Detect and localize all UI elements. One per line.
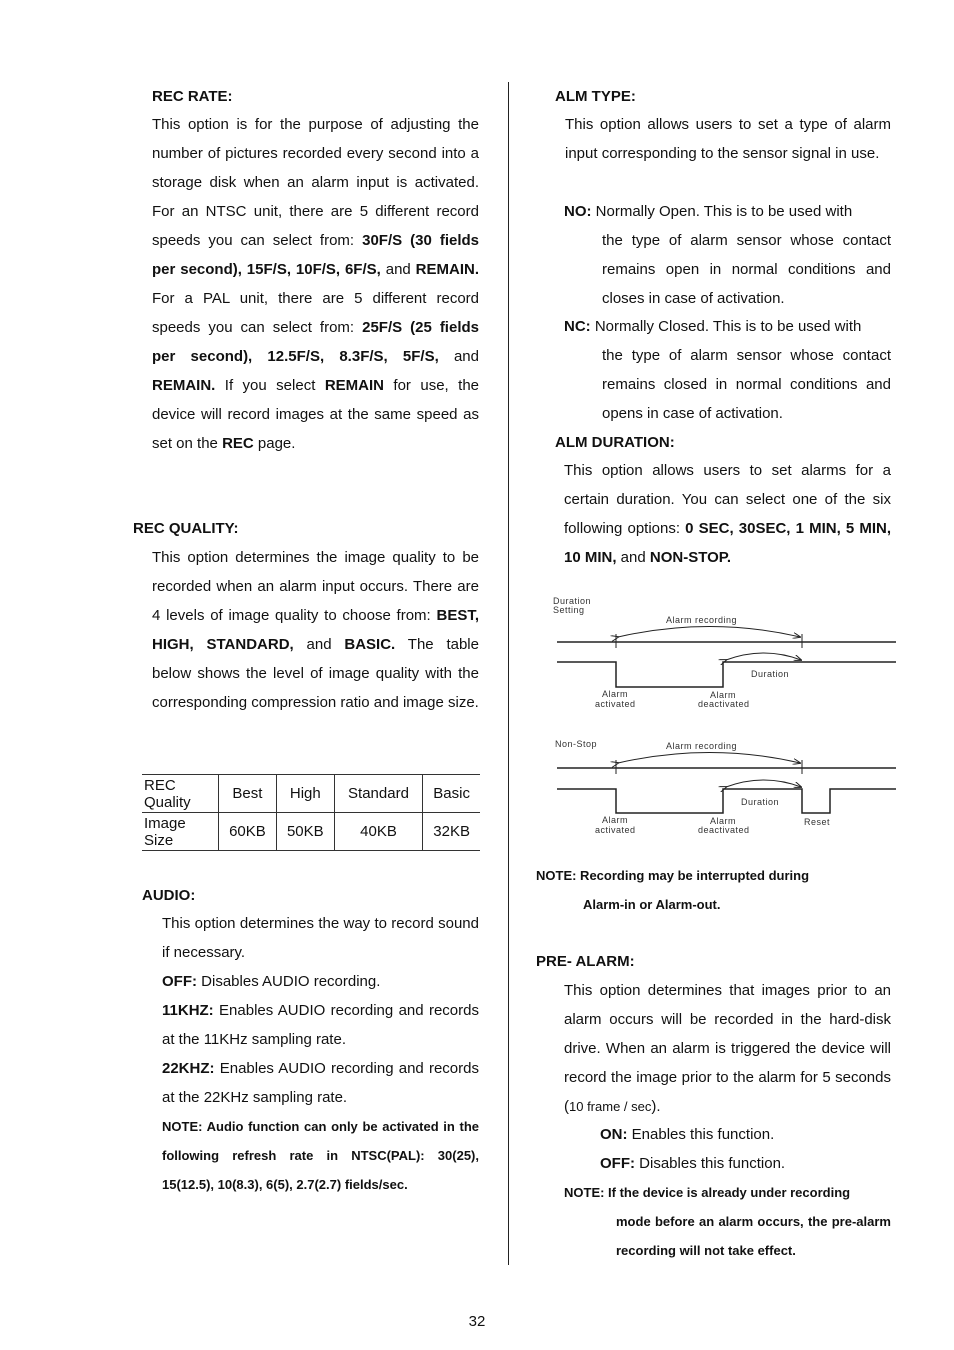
alm-duration-heading: ALM DURATION: [555, 434, 675, 451]
pre-alarm-note-first: NOTE: If the device is already under recording [564, 1185, 851, 1200]
audio-note: NOTE: Audio function can only be activated in the following refresh rate in NTSC(PAL): 30(25), 15(12.5), 10(8.3), 6(5), 2.7(2.7) fields/sec. [162, 1119, 479, 1192]
audio-paragraph: This option determines the way to record sound if necessary. [162, 915, 479, 961]
alm-type-heading: ALM TYPE: [555, 88, 636, 105]
rec-rate-heading: REC RATE: [152, 88, 233, 105]
duration-setting-label-1: Duration [553, 596, 592, 606]
table-cell: Image Size [142, 813, 219, 851]
duration-arrow [726, 653, 801, 660]
alarm-timing-diagram [550, 590, 900, 840]
table-cell: Standard [334, 775, 423, 813]
page-number: 32 [468, 1313, 486, 1330]
deactivated-label: deactivated [698, 699, 750, 709]
duration-label: Duration [741, 797, 780, 807]
alarm-recording-label: Alarm recording [666, 741, 738, 751]
activated-label: activated [595, 699, 636, 709]
table-row [142, 775, 480, 813]
table-cell: Basic [423, 775, 480, 813]
alm-type-no-first: NO: Normally Open. This is to be used with [564, 203, 853, 220]
recording-note-second: Alarm-in or Alarm-out. [583, 897, 721, 912]
table-cell: 60KB [219, 813, 277, 851]
audio-22khz-option: 22KHZ: Enables AUDIO recording and records at the 22KHz sampling rate. [162, 1060, 479, 1106]
signal-waveform [557, 662, 896, 687]
duration-setting-label-2: Setting [553, 605, 585, 615]
alarm-label: Alarm [710, 816, 737, 826]
table-cell: 50KB [276, 813, 334, 851]
alarm-label: Alarm [602, 815, 629, 825]
pre-alarm-heading: PRE- ALARM: [536, 953, 635, 970]
non-stop-label: Non-Stop [555, 739, 598, 749]
table-cell: Best [219, 775, 277, 813]
alarm-recording-arrow [618, 627, 800, 638]
pre-alarm-note-rest: mode before an alarm occurs, the pre-alarm recording will not take effect. [616, 1214, 891, 1258]
pre-alarm-off-option: OFF: Disables this function. [600, 1155, 786, 1172]
alarm-label: Alarm [710, 690, 737, 700]
rec-rate-paragraph: This option is for the purpose of adjusting the number of pictures recorded every second into a storage disk when an alarm input is activated. For an NTSC unit, there are 5 different record speeds you can select from: 30F/S (30 fields per second), 15F/S, 10F/S, 6F/S, and REMAIN. For a PAL unit, there are 5 different record speeds you can select from: 25F/S (25 fields per second), 12.5F/S, 8.3F/S, 5F/S, and REMAIN. If you select REMAIN for use, the device will record images at the same speed as set on the REC page. [152, 116, 480, 452]
table-cell: REC Quality [142, 775, 219, 813]
pre-alarm-on-option: ON: Enables this function. [600, 1126, 775, 1143]
alm-type-nc-first: NC: Normally Closed. This is to be used with [564, 318, 862, 335]
table-row [142, 813, 480, 851]
deactivated-label: deactivated [698, 825, 750, 835]
duration-label: Duration [751, 669, 790, 679]
recording-note-first: NOTE: Recording may be interrupted during [536, 868, 810, 883]
table-cell: 40KB [334, 813, 423, 851]
column-divider [508, 82, 509, 1265]
alm-duration-paragraph: This option allows users to set alarms for a certain duration. You can select one of the six following options: 0 SEC, 30SEC, 1 MIN, 5 MIN, 10 MIN, and NON-STOP. [564, 462, 891, 566]
alm-type-paragraph: This option allows users to set a type of alarm input corresponding to the sensor signal in use. [565, 116, 891, 162]
alarm-label: Alarm [602, 689, 629, 699]
quality-table [142, 774, 480, 851]
alm-type-no-rest: the type of alarm sensor whose contact remains open in normal conditions and closes in case of activation. [602, 232, 891, 307]
alarm-recording-arrow [618, 753, 800, 764]
table-cell: 32KB [423, 813, 480, 851]
pre-alarm-paragraph: This option determines that images prior to an alarm occurs will be recorded in the hard-disk drive. When an alarm is triggered the device will record the image prior to the alarm for 5 seconds (10 frame / sec). [564, 982, 891, 1115]
table-cell: High [276, 775, 334, 813]
audio-heading: AUDIO: [142, 887, 196, 904]
alm-type-nc-rest: the type of alarm sensor whose contact remains closed in normal conditions and opens in case of activation. [602, 347, 891, 422]
audio-off-option: OFF: Disables AUDIO recording. [162, 973, 381, 990]
reset-label: Reset [804, 817, 831, 827]
rec-quality-heading: REC QUALITY: [133, 520, 239, 537]
audio-11khz-option: 11KHZ: Enables AUDIO recording and records at the 11KHz sampling rate. [162, 1002, 479, 1048]
rec-quality-paragraph: This option determines the image quality to be recorded when an alarm input occurs. There are 4 levels of image quality to choose from: BEST, HIGH, STANDARD, and BASIC. The table below shows the level of image quality with the corresponding compression ratio and image size. [152, 549, 479, 711]
signal-waveform [557, 789, 896, 813]
alarm-recording-label: Alarm recording [666, 615, 738, 625]
duration-arrow [726, 780, 801, 787]
activated-label: activated [595, 825, 636, 835]
